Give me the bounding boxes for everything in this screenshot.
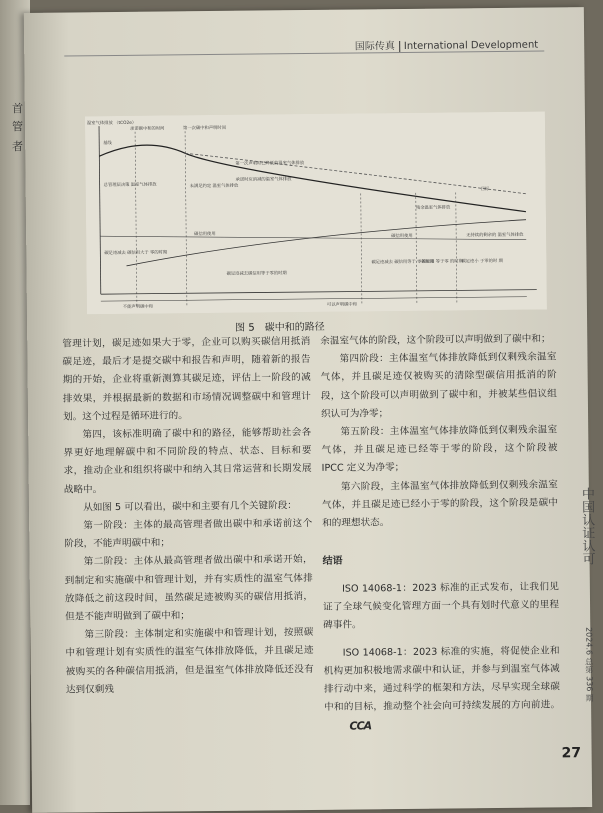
- paragraph: 第五阶段：主体温室气体排放降低到仅剩残余温室气体，并且碳足迹已经等于零的阶段，这个阶段被 IPCC 定义为净零；: [321, 424, 558, 475]
- header-cn: 国际传真: [354, 41, 395, 53]
- conclusion-text: ISO 14068-1：2023 标准的实施，将促使企业和机构更加积极地需求碳中和认证，并参与到温室气体减排行动中来，通过科学的框架和方法，尽早实现全球碳中和的目标，推动整个社会向可持续发展的方向前进。: [323, 645, 561, 714]
- paragraph: 第六阶段，主体温室气体排放降低到仅剩残余温室气体，并且碳足迹已经小于零的阶段，这个阶段是碳中和的理想状态。: [321, 479, 559, 529]
- figure-caption: [235, 318, 325, 334]
- label-cannot-claim: 不能声明碳中和: [122, 304, 154, 310]
- label-left-box: 总管理层决策 温室气体排放: [103, 182, 157, 189]
- label-reduce-use: 碳足迹减去碳信用等于零的时期: [226, 271, 287, 277]
- label-stage4: 碳足迹减去 碳信用等于 零的时期: [371, 259, 435, 266]
- label-mid-box: 未满足约定 温室气体排放: [189, 183, 239, 190]
- prev-page-char: 者: [12, 140, 23, 153]
- paragraph: 余温室气体的阶段，这个阶段可以声明做到了碳中和；: [320, 333, 551, 347]
- label-stage5: 碳足迹 等于零 的时期: [421, 259, 463, 265]
- side-issue-number: 2024.6 总第 336 期: [584, 627, 595, 703]
- paragraph: [323, 642, 560, 736]
- conclusion-heading: 结语: [322, 555, 343, 567]
- paragraph: 第三阶段：主体制定和实施碳中和管理计划，按照碳中和管理计划有实质性的温室气体排放降低，并且碳足迹被购买的各种碳信用抵消，但是温室气体排放降低还没有达到仅剩残: [65, 627, 314, 696]
- prev-page-char: 管: [12, 120, 23, 133]
- header-en: International Development: [403, 39, 539, 52]
- label-neutral: 碳信用使用: [391, 233, 413, 240]
- label-residual-out: 无持续的剩余的 温室气体排放: [466, 232, 524, 239]
- label-stage6: 碳足迹小 于零的时 期: [461, 258, 503, 265]
- y-axis-label: 温室气体排放 （tCO2e）: [86, 120, 137, 127]
- header-rule: [64, 51, 544, 57]
- left-column: [62, 333, 314, 700]
- label-first-claim-time: 第一次碳中和声明时间: [183, 125, 227, 132]
- label-can-claim: 可以声明碳中和: [326, 302, 358, 308]
- label-left-box-2: 碳足迹减去 碳信用大于 零的时期: [104, 250, 168, 257]
- side-magazine-title: 中国认证认可: [578, 487, 595, 566]
- prev-page-char: 首: [12, 102, 23, 115]
- right-column: [320, 330, 558, 533]
- paragraph: 管理计划，碳足迹如果大于零，企业可以购买碳信用抵消碳足迹，最后才是提交碳中和报告和声明，随着新的报告期的开始，企业将重新测算其碳足迹，评估上一阶段的减排效果，并根据最新的数据和市场情况调整碳中和管理计划。这个过程是循环进行的。: [62, 335, 311, 423]
- label-low-emission: 残余温室气体排放: [415, 205, 451, 211]
- paragraph: 第四阶段：主体温室气体排放降低到仅剩残余温室气体，并且碳足迹仅被购买的清除型碳信用抵消的阶段，这个阶段可以声明做到了碳中和，并被某些倡议组织认可为净零；: [320, 351, 557, 420]
- figure-number: 图 5: [235, 322, 255, 334]
- conclusion-section: [322, 550, 560, 746]
- magazine-page: [24, 7, 595, 813]
- label-commit-time: 承诺碳中和的时间: [130, 126, 165, 132]
- page-number: 27: [561, 745, 582, 762]
- paragraph: 第二阶段：主体从最高管理者做出碳中和承诺开始，到制定和实施碳中和管理计划，并有实质性的温室气体排放降低之前这段时间，虽然碳足迹被购买的碳信用抵消，但是不能声明做到了碳中和；: [64, 554, 314, 623]
- label-target: 目标: [480, 187, 490, 193]
- cca-logo: CCA: [349, 718, 372, 733]
- label-comm-reduce: 承诺时应消减的温室气体排放: [235, 177, 292, 183]
- label-first-period-reduce: 第一次声明时已降低的温室气体排放: [235, 161, 305, 167]
- paragraph: ISO 14068-1：2023 标准的正式发布，让我们见证了全球气候变化管理方面一个具有划时代意义的里程碑事件。: [323, 580, 560, 631]
- carbon-neutral-path-figure: [85, 112, 547, 315]
- paragraph: 第一阶段：主体的最高管理者做出碳中和承诺前这个阶段，不能声明碳中和；: [64, 517, 313, 550]
- label-carbon-credit: 碳信用使用: [194, 231, 216, 238]
- paragraph: 从如图 5 可以看出，碳中和主要有几个关键阶段：: [83, 499, 297, 514]
- figure-title: 碳中和的路径: [264, 321, 325, 334]
- paragraph: 第四，该标准明确了碳中和的路径，能够帮助社会各界更好地理解碳中和不同阶段的特点、状态、目标和要求，推动企业和组织将碳中和纳入其日常运营和长期发展战略中。: [63, 426, 312, 496]
- label-baseline: 基线: [103, 141, 112, 147]
